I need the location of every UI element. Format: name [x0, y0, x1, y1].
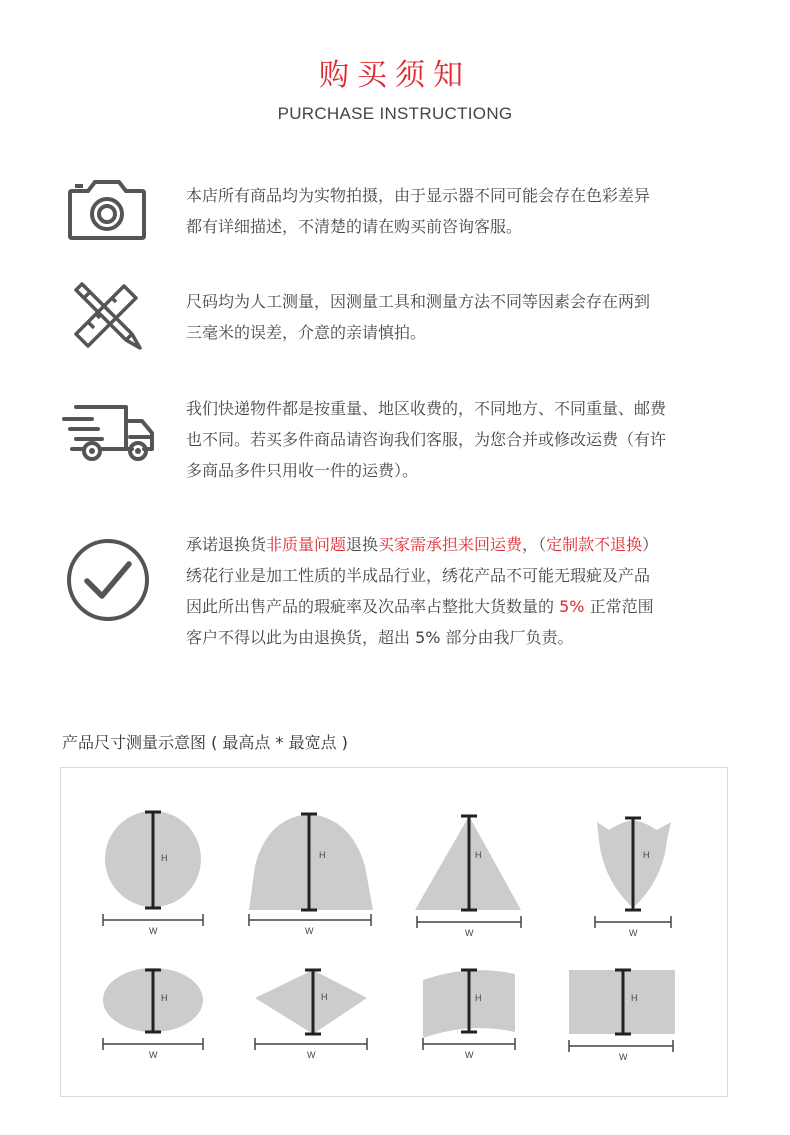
- text-segment: ，（: [522, 535, 547, 554]
- page-title: 购买须知: [319, 58, 471, 93]
- height-label: H: [475, 850, 482, 860]
- width-label: W: [465, 928, 474, 938]
- width-label: W: [149, 1050, 158, 1060]
- height-label: H: [161, 993, 168, 1003]
- highlight-segment: 非质量问题: [266, 535, 347, 554]
- measurement-diagram-panel: [60, 767, 728, 1097]
- height-label: H: [643, 850, 650, 860]
- ellipse-shape: [103, 968, 203, 1060]
- width-label: W: [629, 928, 638, 938]
- notice-line: 也不同。若买多件商品请咨询我们客服，为您合并或修改运费（有许: [186, 430, 667, 449]
- camera-icon: [66, 178, 148, 242]
- highlight-segment: 定制款不退换: [546, 535, 643, 554]
- notice-return-text: [186, 529, 726, 653]
- notice-line: 都有详细描述，不清楚的请在购买前咨询客服。: [186, 217, 523, 236]
- notice-line: 我们快递物件都是按重量、地区收费的，不同地方、不同重量、邮费: [186, 399, 667, 418]
- text-segment: 承诺退换货: [186, 535, 267, 554]
- width-label: W: [307, 1050, 316, 1060]
- measurement-diagram: [61, 768, 727, 1096]
- notice-line: [186, 591, 726, 622]
- pencil-ruler-icon: [70, 280, 146, 352]
- highlight-segment: 5%: [559, 597, 585, 616]
- height-label: H: [321, 992, 328, 1002]
- triangle-shape: [415, 816, 521, 938]
- notice-line: 多商品多件只用收一件的运费）。: [186, 461, 419, 480]
- shield-shape: [595, 818, 671, 938]
- width-label: W: [465, 1050, 474, 1060]
- rectangle-shape: [569, 970, 675, 1062]
- width-label: W: [305, 926, 314, 936]
- arch-shape: [249, 814, 373, 936]
- notice-line: 尺码均为人工测量，因测量工具和测量方法不同等因素会存在两到: [186, 292, 651, 311]
- notice-shipping-text: [186, 393, 726, 486]
- height-label: H: [475, 993, 482, 1003]
- circle-shape: [103, 811, 203, 936]
- width-label: W: [149, 926, 158, 936]
- curved-banner-shape: [423, 970, 515, 1060]
- diamond-shape: [255, 970, 367, 1060]
- text-segment: 正常范围: [584, 597, 654, 616]
- notice-line: [186, 529, 726, 560]
- highlight-segment: 买家需承担来回运费: [378, 535, 523, 554]
- notice-line: 三毫米的误差，介意的亲请慎拍。: [186, 323, 427, 342]
- text-segment: 退换: [346, 535, 379, 554]
- height-label: H: [161, 853, 168, 863]
- width-label: W: [619, 1052, 628, 1062]
- height-label: H: [319, 850, 326, 860]
- notice-photo-text: [186, 180, 726, 242]
- delivery-truck-icon: [62, 403, 156, 465]
- height-label: H: [631, 993, 638, 1003]
- measurement-title: 产品尺寸测量示意图 ( 最高点 * 最宽点 ): [62, 733, 348, 752]
- notice-line: 绣花行业是加工性质的半成品行业，绣花产品不可能无瑕疵及产品: [186, 566, 651, 585]
- text-segment: 因此所出售产品的瑕疵率及次品率占整批大货数量的: [186, 597, 560, 616]
- notice-line: 本店所有商品均为实物拍摄，由于显示器不同可能会存在色彩差异: [186, 186, 651, 205]
- text-segment: ）: [642, 535, 659, 554]
- check-circle-icon: [65, 537, 151, 623]
- notice-size-text: [186, 286, 726, 348]
- page-subtitle: PURCHASE INSTRUCTIONG: [277, 104, 513, 123]
- notice-line: 客户不得以此为由退换货，超出 5% 部分由我厂负责。: [186, 628, 574, 647]
